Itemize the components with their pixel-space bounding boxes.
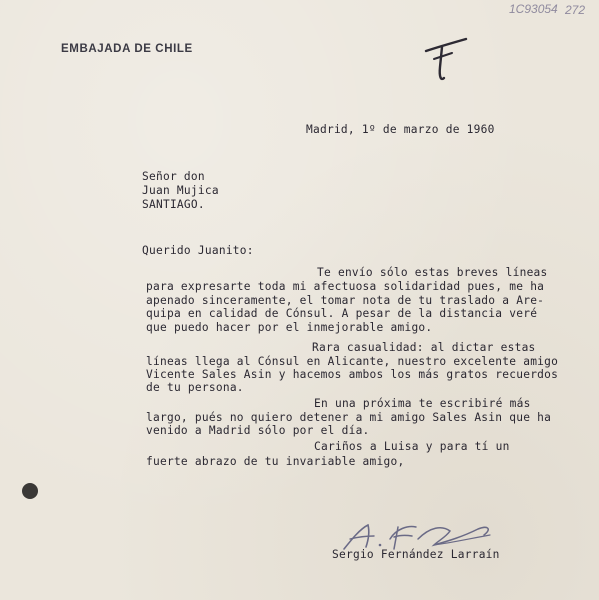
handwritten-initial-mark [420, 33, 480, 93]
signature-name: Sergio Fernández Larraín [332, 548, 500, 561]
recipient-line-3: SANTIAGO. [142, 198, 205, 211]
letterhead: EMBAJADA DE CHILE [61, 43, 193, 55]
body-line: que puedo hacer por el inmejorable amigo. [146, 321, 433, 334]
body-line: Rara casualidad: al dictar estas [312, 341, 536, 354]
date-line: Madrid, 1º de marzo de 1960 [306, 123, 495, 136]
body-line: líneas llega al Cónsul en Alicante, nuestro excelente amigo [146, 355, 559, 368]
archive-number: 1C93054 [509, 2, 558, 16]
body-line: Vicente Sales Asin y hacemos ambos los más gratos recuerdos [146, 368, 559, 381]
body-line: largo, pués no quiero detener a mi amigo Sales Asin que ha [146, 411, 552, 424]
body-line: venido a Madrid sólo por el día. [146, 424, 370, 437]
punch-hole [22, 483, 38, 499]
recipient-line-1: Señor don [142, 170, 205, 183]
archive-folio: 272 [565, 3, 586, 17]
body-line: En una próxima te escribiré más [314, 397, 531, 410]
salutation: Querido Juanito: [142, 244, 254, 257]
recipient-line-2: Juan Mujica [142, 184, 219, 197]
body-line: Cariños a Luisa y para tí un [314, 440, 510, 453]
body-line: Te envío sólo estas breves líneas [317, 266, 548, 279]
body-line: para expresarte toda mi afectuosa solidaridad pues, me ha [146, 280, 545, 293]
body-line: de tu persona. [146, 381, 244, 394]
body-line: quipa en calidad de Cónsul. A pesar de la distancia veré [146, 307, 538, 320]
body-line: apenado sinceramente, el tomar nota de tu traslado a Are- [146, 294, 545, 307]
body-line: fuerte abrazo de tu invariable amigo, [146, 455, 405, 468]
